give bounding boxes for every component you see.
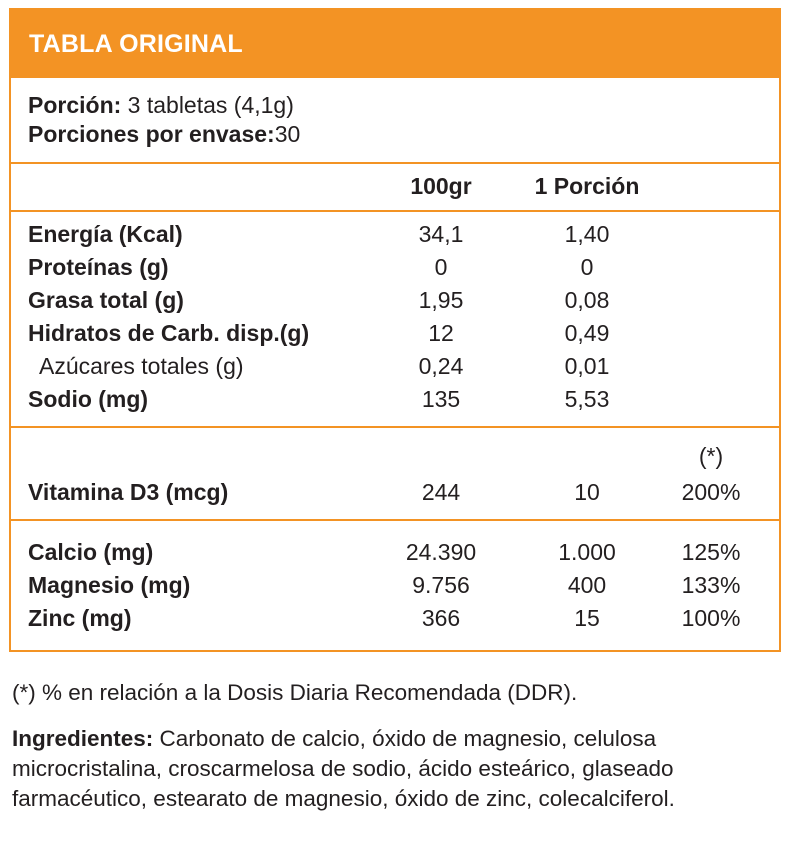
nutrient-name: Grasa total (g) (28, 287, 184, 313)
nutrient-value-portion: 1,40 (564, 221, 610, 247)
mineral-value-portion: 1.000 (558, 539, 616, 565)
nutrient-row (11, 317, 779, 349)
table-title: TABLA ORIGINAL (29, 29, 243, 58)
vitamin-value-100gr: 244 (421, 479, 461, 505)
mineral-row (11, 569, 779, 601)
ddr-footnote: (*) % en relación a la Dosis Diaria Recomendada (DDR). (12, 680, 578, 705)
ddr-header-row (11, 440, 779, 472)
nutrient-value-100gr: 12 (428, 320, 454, 346)
mineral-row (11, 536, 779, 568)
ingredients-text: Carbonato de calcio, óxido de magnesio, celulosa microcristalina, croscarmelosa de sodio, ácido esteárico, glaseado farmacéutico, estearato de magnesio, óxido de zinc, colecalciferol. (12, 726, 675, 811)
per-container-line (28, 119, 300, 149)
divider (11, 426, 779, 428)
nutrient-value-portion: 0 (580, 254, 594, 280)
portion-value: 3 tabletas (4,1g) (127, 92, 294, 118)
mineral-value-portion: 15 (574, 605, 600, 631)
nutrient-value-portion: 0,49 (564, 320, 610, 346)
vitamin-value-portion: 10 (574, 479, 600, 505)
mineral-value-100gr: 24.390 (405, 539, 477, 565)
vitamin-value-ddr: 200% (681, 479, 741, 505)
column-header-portion: 1 Porción (534, 173, 640, 199)
per-container-label: Porciones por envase: (28, 121, 275, 147)
divider (11, 162, 779, 164)
divider (11, 519, 779, 521)
vitamin-row (11, 476, 779, 508)
ingredients-label: Ingredientes: (12, 726, 154, 751)
mineral-value-100gr: 9.756 (412, 572, 470, 598)
nutrient-name: Azúcares totales (g) (39, 353, 244, 379)
mineral-value-ddr: 133% (681, 572, 741, 598)
nutrient-value-portion: 5,53 (564, 386, 610, 412)
mineral-value-100gr: 366 (421, 605, 461, 631)
mineral-name: Calcio (mg) (28, 539, 154, 565)
ingredients (12, 724, 782, 814)
nutrient-row (11, 350, 779, 382)
nutrient-value-portion: 0,01 (564, 353, 610, 379)
portion-label: Porción: (28, 92, 122, 118)
column-header-100gr: 100gr (410, 173, 472, 199)
nutrient-value-100gr: 34,1 (418, 221, 464, 247)
nutrient-row (11, 383, 779, 415)
vitamin-name: Vitamina D3 (mcg) (28, 479, 229, 505)
divider (11, 210, 779, 212)
nutrient-row (11, 284, 779, 316)
ddr-header: (*) (698, 443, 724, 469)
mineral-value-ddr: 125% (681, 539, 741, 565)
portion-line (28, 90, 294, 120)
table-header (11, 10, 779, 78)
mineral-value-ddr: 100% (681, 605, 741, 631)
nutrient-name: Sodio (mg) (28, 386, 149, 412)
nutrient-value-portion: 0,08 (564, 287, 610, 313)
nutrient-value-100gr: 0,24 (418, 353, 464, 379)
nutrition-table (9, 8, 781, 652)
nutrient-value-100gr: 1,95 (418, 287, 464, 313)
nutrient-row (11, 218, 779, 250)
mineral-row (11, 602, 779, 634)
mineral-value-portion: 400 (567, 572, 607, 598)
nutrient-row (11, 251, 779, 283)
nutrient-name: Proteínas (g) (28, 254, 169, 280)
nutrient-name: Hidratos de Carb. disp.(g) (28, 320, 310, 346)
nutrient-value-100gr: 135 (421, 386, 461, 412)
nutrient-value-100gr: 0 (434, 254, 448, 280)
per-container-value: 30 (274, 121, 301, 147)
mineral-name: Magnesio (mg) (28, 572, 191, 598)
nutrient-name: Energía (Kcal) (28, 221, 183, 247)
mineral-name: Zinc (mg) (28, 605, 132, 631)
